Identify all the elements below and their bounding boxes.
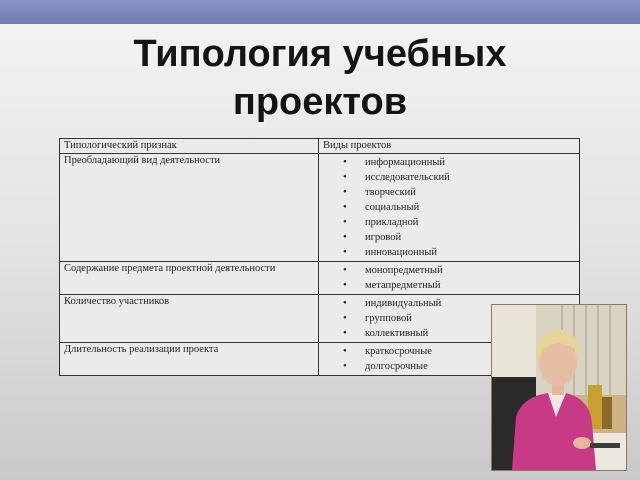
slide-title-line-2: проектов (232, 81, 408, 123)
list-item (343, 170, 575, 185)
bullet-icon: • (343, 201, 347, 213)
bullet-icon: • (343, 171, 347, 183)
kind-label: метапредметный (365, 280, 441, 291)
list-item (343, 200, 575, 215)
slide-title (0, 30, 640, 126)
kind-label: коллективный (365, 328, 429, 339)
bullet-icon: • (343, 246, 347, 258)
bullet-icon: • (343, 327, 347, 339)
kinds-list (323, 155, 575, 260)
bullet-icon: • (343, 279, 347, 291)
table-row (60, 154, 580, 262)
kind-label: информационный (365, 157, 446, 168)
criterion-cell: Количество участников (60, 295, 319, 343)
top-accent-band (0, 0, 640, 24)
list-item (343, 155, 575, 170)
kind-label: прикладной (365, 217, 419, 228)
kind-label: долгосрочные (365, 361, 428, 372)
list-item (343, 230, 575, 245)
table-header-row (60, 139, 580, 154)
kinds-cell (319, 262, 580, 295)
list-item (343, 185, 575, 200)
kind-label: социальный (365, 202, 420, 213)
list-item (343, 263, 575, 278)
kinds-cell (319, 154, 580, 262)
bullet-icon: • (343, 345, 347, 357)
teacher-photo (491, 304, 627, 471)
slide-title-line-1: Типология учебных (133, 33, 507, 75)
list-item (343, 278, 575, 293)
header-kinds: Виды проектов (319, 139, 580, 154)
kind-label: игровой (365, 232, 402, 243)
table-row (60, 262, 580, 295)
bullet-icon: • (343, 231, 347, 243)
kind-label: исследовательский (365, 172, 450, 183)
header-criterion: Типологический признак (60, 139, 319, 154)
bullet-icon: • (343, 156, 347, 168)
kind-label: краткосрочные (365, 346, 432, 357)
criterion-cell: Преобладающий вид деятельности (60, 154, 319, 262)
bullet-icon: • (343, 216, 347, 228)
bullet-icon: • (343, 186, 347, 198)
teacher-photo-image (492, 305, 626, 470)
list-item (343, 245, 575, 260)
list-item (343, 215, 575, 230)
bullet-icon: • (343, 264, 347, 276)
criterion-cell: Содержание предмета проектной деятельности (60, 262, 319, 295)
kind-label: групповой (365, 313, 412, 324)
bullet-icon: • (343, 297, 347, 309)
bullet-icon: • (343, 312, 347, 324)
bullet-icon: • (343, 360, 347, 372)
kind-label: инновационный (365, 247, 437, 258)
kinds-list (323, 263, 575, 293)
kind-label: монопредметный (365, 265, 443, 276)
kind-label: творческий (365, 187, 416, 198)
criterion-cell: Длительность реализации проекта (60, 343, 319, 376)
kind-label: индивидуальный (365, 298, 442, 309)
